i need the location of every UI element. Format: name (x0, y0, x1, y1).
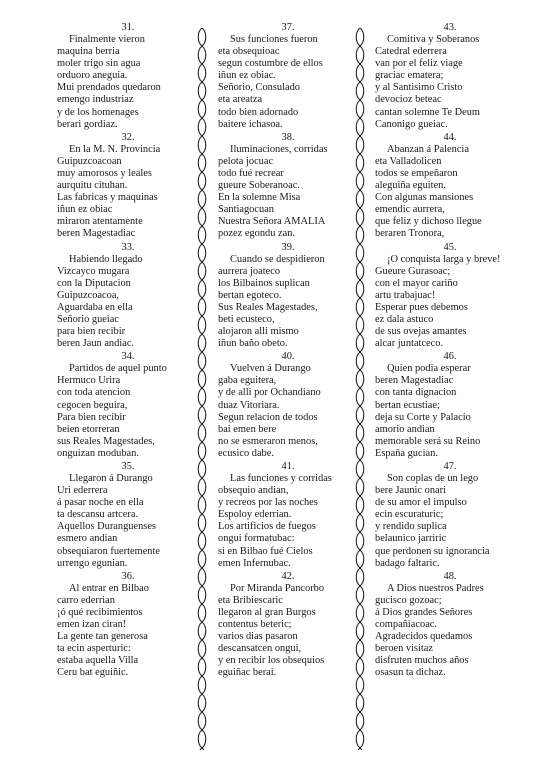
verse-line: Santiagocuan (218, 204, 274, 216)
stanza-number: 41. (281, 461, 295, 472)
verse-line: de sus ovejas amantes (375, 326, 467, 338)
verse-line: emen izan ciran! (57, 619, 127, 631)
verse-line: segun costumbre de ellos (218, 58, 323, 70)
verse-line: Las fabricas y maquinas (57, 192, 158, 204)
column-1 (57, 22, 199, 681)
verse-line: ecusico dabe. (218, 447, 274, 459)
verse-line: Sus funciones fueron (230, 34, 318, 45)
stanza-number: 32. (121, 131, 135, 143)
verse-line: con el mayor cariño (375, 277, 458, 289)
verse-line: ez dala astuco (375, 313, 434, 325)
verse-line: cegocen beguira, (57, 399, 128, 411)
verse-line: emen Infernubac. (218, 557, 291, 569)
verse-line: Esperar pues debemos (375, 301, 468, 313)
verse-line: eguiñac berai. (218, 667, 277, 679)
verse-line: si en Bilbao fué Cielos (218, 545, 313, 557)
verse-line: alojaron alli mismo (218, 326, 299, 338)
verse-line: Guipuzcoacoan (57, 155, 122, 167)
stanza-number: 34. (121, 351, 135, 363)
verse-line: Llegaron á Durango (69, 473, 153, 484)
verse-line: aurquitu cituhan. (57, 180, 128, 192)
verse-line: todos se empeñaron (375, 167, 458, 179)
verse-line: Comitiva y Soberanos (387, 34, 480, 45)
verse-line: beren Jaun andiac. (57, 338, 135, 350)
verse-line: onguizan moduban. (57, 447, 139, 459)
verse-line: y en recibir los obsequios (218, 655, 325, 667)
verse-line: beien etorreran (57, 423, 120, 435)
verse-line: disfruten muchos años (375, 655, 469, 667)
stanza-number: 33. (121, 241, 135, 253)
verse-line: llegaron al gran Burgos (218, 606, 316, 618)
verse-line: Hermuco Urira (57, 375, 121, 387)
verse-line: Guipuzcoacoa, (57, 289, 120, 301)
verse-line: aurrera joateco (218, 265, 281, 277)
verse-line: Sus Reales Magestades, (218, 301, 318, 313)
stanza (218, 22, 358, 131)
stanza-number: 38. (281, 131, 295, 143)
verse-line: En la M. N. Provincia (69, 143, 161, 155)
verse-line: estaba aquella Villa (57, 655, 139, 667)
stanza (375, 132, 525, 241)
verse-line: van por el feliz viage (375, 58, 463, 70)
verse-line: A Dios nuestros Padres (387, 582, 484, 594)
verse-line: memorable será su Reino (375, 435, 481, 447)
verse-line: baitere ichasoa. (218, 118, 283, 130)
verse-line: emengo industriaz (57, 94, 134, 106)
verse-line: artu trabajuac! (375, 289, 436, 301)
verse-line: eta obsequioac (218, 46, 280, 58)
stanza-number: 37. (281, 22, 295, 33)
stanza (57, 571, 199, 680)
verse-line: orduoro aneguia. (57, 70, 128, 82)
stanza (57, 461, 199, 570)
verse-line: Iluminaciones, corridas (230, 143, 328, 155)
verse-line: urrengo egunian. (57, 557, 128, 569)
verse-line: y recreos por las noches (218, 497, 318, 509)
verse-line: Señorio gueiac (57, 313, 120, 325)
verse-line: amorio andian (375, 423, 435, 435)
verse-line: obsequiaron fuertemente (57, 545, 160, 557)
verse-line: beren Magestadiac (57, 228, 136, 240)
verse-line: ¡O conquista larga y breve! (387, 253, 501, 265)
column-3 (375, 22, 525, 681)
verse-line: pozez egondu zan. (218, 228, 296, 240)
verse-line: Señorio, Consulado (218, 82, 300, 94)
verse-line: berari gordiaz. (57, 118, 118, 130)
stanza (218, 351, 358, 460)
verse-line: Mui prendados quedaron (57, 82, 161, 94)
verse-line: Abanzan á Palencia (387, 143, 469, 155)
stanza (218, 132, 358, 241)
stanza-number: 39. (281, 241, 295, 253)
verse-line: ongui formatubac: (218, 533, 295, 545)
verse-line: En la solemne Misa (218, 192, 301, 204)
verse-line: y de alli por Ochandiano (218, 387, 321, 399)
verse-line: España gucian. (375, 447, 438, 459)
verse-line: Los artificios de fuegos (218, 521, 316, 533)
verse-line: deja su Corte y Palacio (375, 411, 471, 423)
verse-line: belaunico jarriric (375, 533, 447, 545)
vine-ornament (196, 28, 208, 750)
stanza-number: 31. (121, 22, 135, 33)
verse-line: Con algunas mansiones (375, 192, 474, 204)
verse-line: aleguiña eguiten. (375, 180, 446, 192)
verse-line: de su amor el impulso (375, 497, 467, 509)
stanza (375, 242, 525, 351)
verse-line: Canonigo gueiac. (375, 118, 448, 130)
stanza (218, 571, 358, 680)
stanza-number: 36. (121, 570, 135, 582)
stanza (375, 351, 525, 460)
verse-line: Al entrar en Bilbao (69, 582, 149, 594)
ornamental-divider (354, 28, 366, 750)
verse-line: Las funciones y corridas (230, 473, 332, 484)
verse-line: á Dios grandes Señores (375, 606, 473, 618)
verse-line: compañiacoac. (375, 619, 438, 631)
verse-line: no se esmeraron menos, (218, 435, 318, 447)
stanza (375, 571, 525, 680)
verse-line: con la Diputacion (57, 277, 131, 289)
stanza-number: 48. (443, 570, 457, 582)
verse-line: beraren Tronora, (375, 228, 445, 240)
verse-line: iñun ez obiac (57, 204, 113, 216)
verse-line: Agradecidos quedamos (375, 631, 473, 643)
verse-line: á pasar noche en ella (57, 497, 144, 509)
verse-line: Para bien recibir (57, 411, 126, 423)
verse-line: todo fué recrear (218, 167, 284, 179)
verse-line: bere Jaunic onari (375, 485, 446, 497)
verse-line: bertan ecustiae; (375, 399, 440, 411)
verse-line: y rendido suplica (375, 521, 447, 533)
verse-line: gaba eguitera, (218, 375, 277, 387)
verse-line: Por Miranda Pancorbo (230, 582, 325, 594)
verse-line: pelota jocuac (218, 155, 274, 167)
verse-line: devocioz beteac (375, 94, 442, 106)
stanza-number: 46. (443, 351, 457, 363)
verse-line: duaz Vitoriara. (218, 399, 280, 411)
verse-line: gueure Soberanoac. (218, 180, 300, 192)
verse-line: miraron atentamente (57, 216, 143, 228)
verse-line: bai emen bere (218, 423, 277, 435)
verse-line: Partidos de aquel punto (69, 363, 167, 375)
verse-line: badago faltaric. (375, 557, 440, 569)
verse-line: todo bien adornado (218, 106, 299, 118)
verse-line: para bien recibir (57, 326, 126, 338)
verse-line: ta descansu artcera. (57, 509, 139, 521)
stanza (57, 132, 199, 241)
stanza (375, 461, 525, 570)
verse-line: bertan egoteco. (218, 289, 282, 301)
verse-line: y de los homenages (57, 106, 139, 118)
verse-line: eta Bribiescaric (218, 594, 283, 606)
stanza (57, 242, 199, 351)
verse-line: Habiendo llegado (69, 253, 143, 265)
verse-line: Ceru bat eguiñic. (57, 667, 129, 679)
verse-line: emendic aurrera, (375, 204, 445, 216)
stanza-number: 43. (443, 22, 457, 33)
verse-line: con tanta dignacion (375, 387, 457, 399)
verse-line: eta Valladolicen (375, 155, 442, 167)
verse-line: Vizcayco mugara (57, 265, 130, 277)
verse-line: graciac ematera; (375, 70, 444, 82)
verse-line: con toda atencion (57, 387, 131, 399)
column-2 (218, 22, 358, 681)
stanza-number: 47. (443, 461, 457, 472)
verse-line: obsequio andian, (218, 485, 289, 497)
stanza-number: 35. (121, 461, 135, 472)
stanza-number: 44. (443, 131, 457, 143)
verse-line: Finalmente vieron (69, 34, 145, 45)
verse-line: muy amorosos y leales (57, 167, 152, 179)
verse-line: Son coplas de un lego (387, 473, 479, 484)
verse-line: Aguardaba en ella (57, 301, 133, 313)
verse-line: carro ederrian (57, 594, 115, 606)
stanza (57, 351, 199, 460)
verse-line: ecin escuraturic; (375, 509, 444, 521)
verse-line: varios dias pasaron (218, 631, 298, 643)
verse-line: Catedral ederrera (375, 46, 447, 58)
verse-line: moler trigo sin agua (57, 58, 141, 70)
verse-line: beren Magestadiac (375, 375, 454, 387)
ornamental-divider (196, 28, 208, 750)
stanza-number: 42. (281, 570, 295, 582)
verse-line: iñun baño obeto. (218, 338, 288, 350)
stanza (57, 22, 199, 131)
verse-line: Cuando se despidieron (230, 253, 325, 265)
verse-line: Segun relacion de todos (218, 411, 318, 423)
verse-line: alcar juntatceco. (375, 338, 444, 350)
verse-line: osasun ta dichaz. (375, 667, 446, 679)
verse-line: Uri ederrera (57, 485, 108, 497)
verse-line: La gente tan generosa (57, 631, 148, 643)
verse-line: que feliz y dichoso llegue (375, 216, 482, 228)
stanza (375, 22, 525, 131)
verse-line: gucisco gozoac; (375, 594, 442, 606)
verse-line: Quien podia esperar (387, 363, 471, 375)
verse-line: eta areatza (218, 94, 263, 106)
vine-ornament (354, 28, 366, 750)
verse-line: descansatcen ongui, (218, 643, 302, 655)
verse-line: sus Reales Magestades, (57, 435, 155, 447)
verse-line: Vuelven á Durango (230, 363, 311, 375)
verse-line: ta ecin asperturic: (57, 643, 131, 655)
verse-line: ¡ó qué recibimientos (57, 606, 143, 618)
verse-line: y al Santisimo Cristo (375, 82, 463, 94)
stanza-number: 45. (443, 241, 457, 253)
stanza (218, 461, 358, 570)
verse-line: maquina berria (57, 46, 120, 58)
verse-line: Aquellos Duranguenses (57, 521, 156, 533)
verse-line: beroen visitaz (375, 643, 433, 655)
stanza (218, 242, 358, 351)
verse-line: los Bilbainos suplican (218, 277, 310, 289)
verse-line: Gueure Gurasoac; (375, 265, 451, 277)
verse-line: beti ecusteco, (218, 313, 275, 325)
verse-line: Nuestra Señora AMALIA (218, 216, 326, 228)
verse-line: contentus beteric; (218, 619, 292, 631)
verse-line: que perdonen su ignorancia (375, 545, 490, 557)
stanza-number: 40. (281, 351, 295, 363)
verse-line: cantan solemne Te Deum (375, 106, 480, 118)
verse-line: iñun ez obiac. (218, 70, 276, 82)
verse-line: Espoloy ederrian. (218, 509, 292, 521)
verse-line: esmero andian (57, 533, 118, 545)
